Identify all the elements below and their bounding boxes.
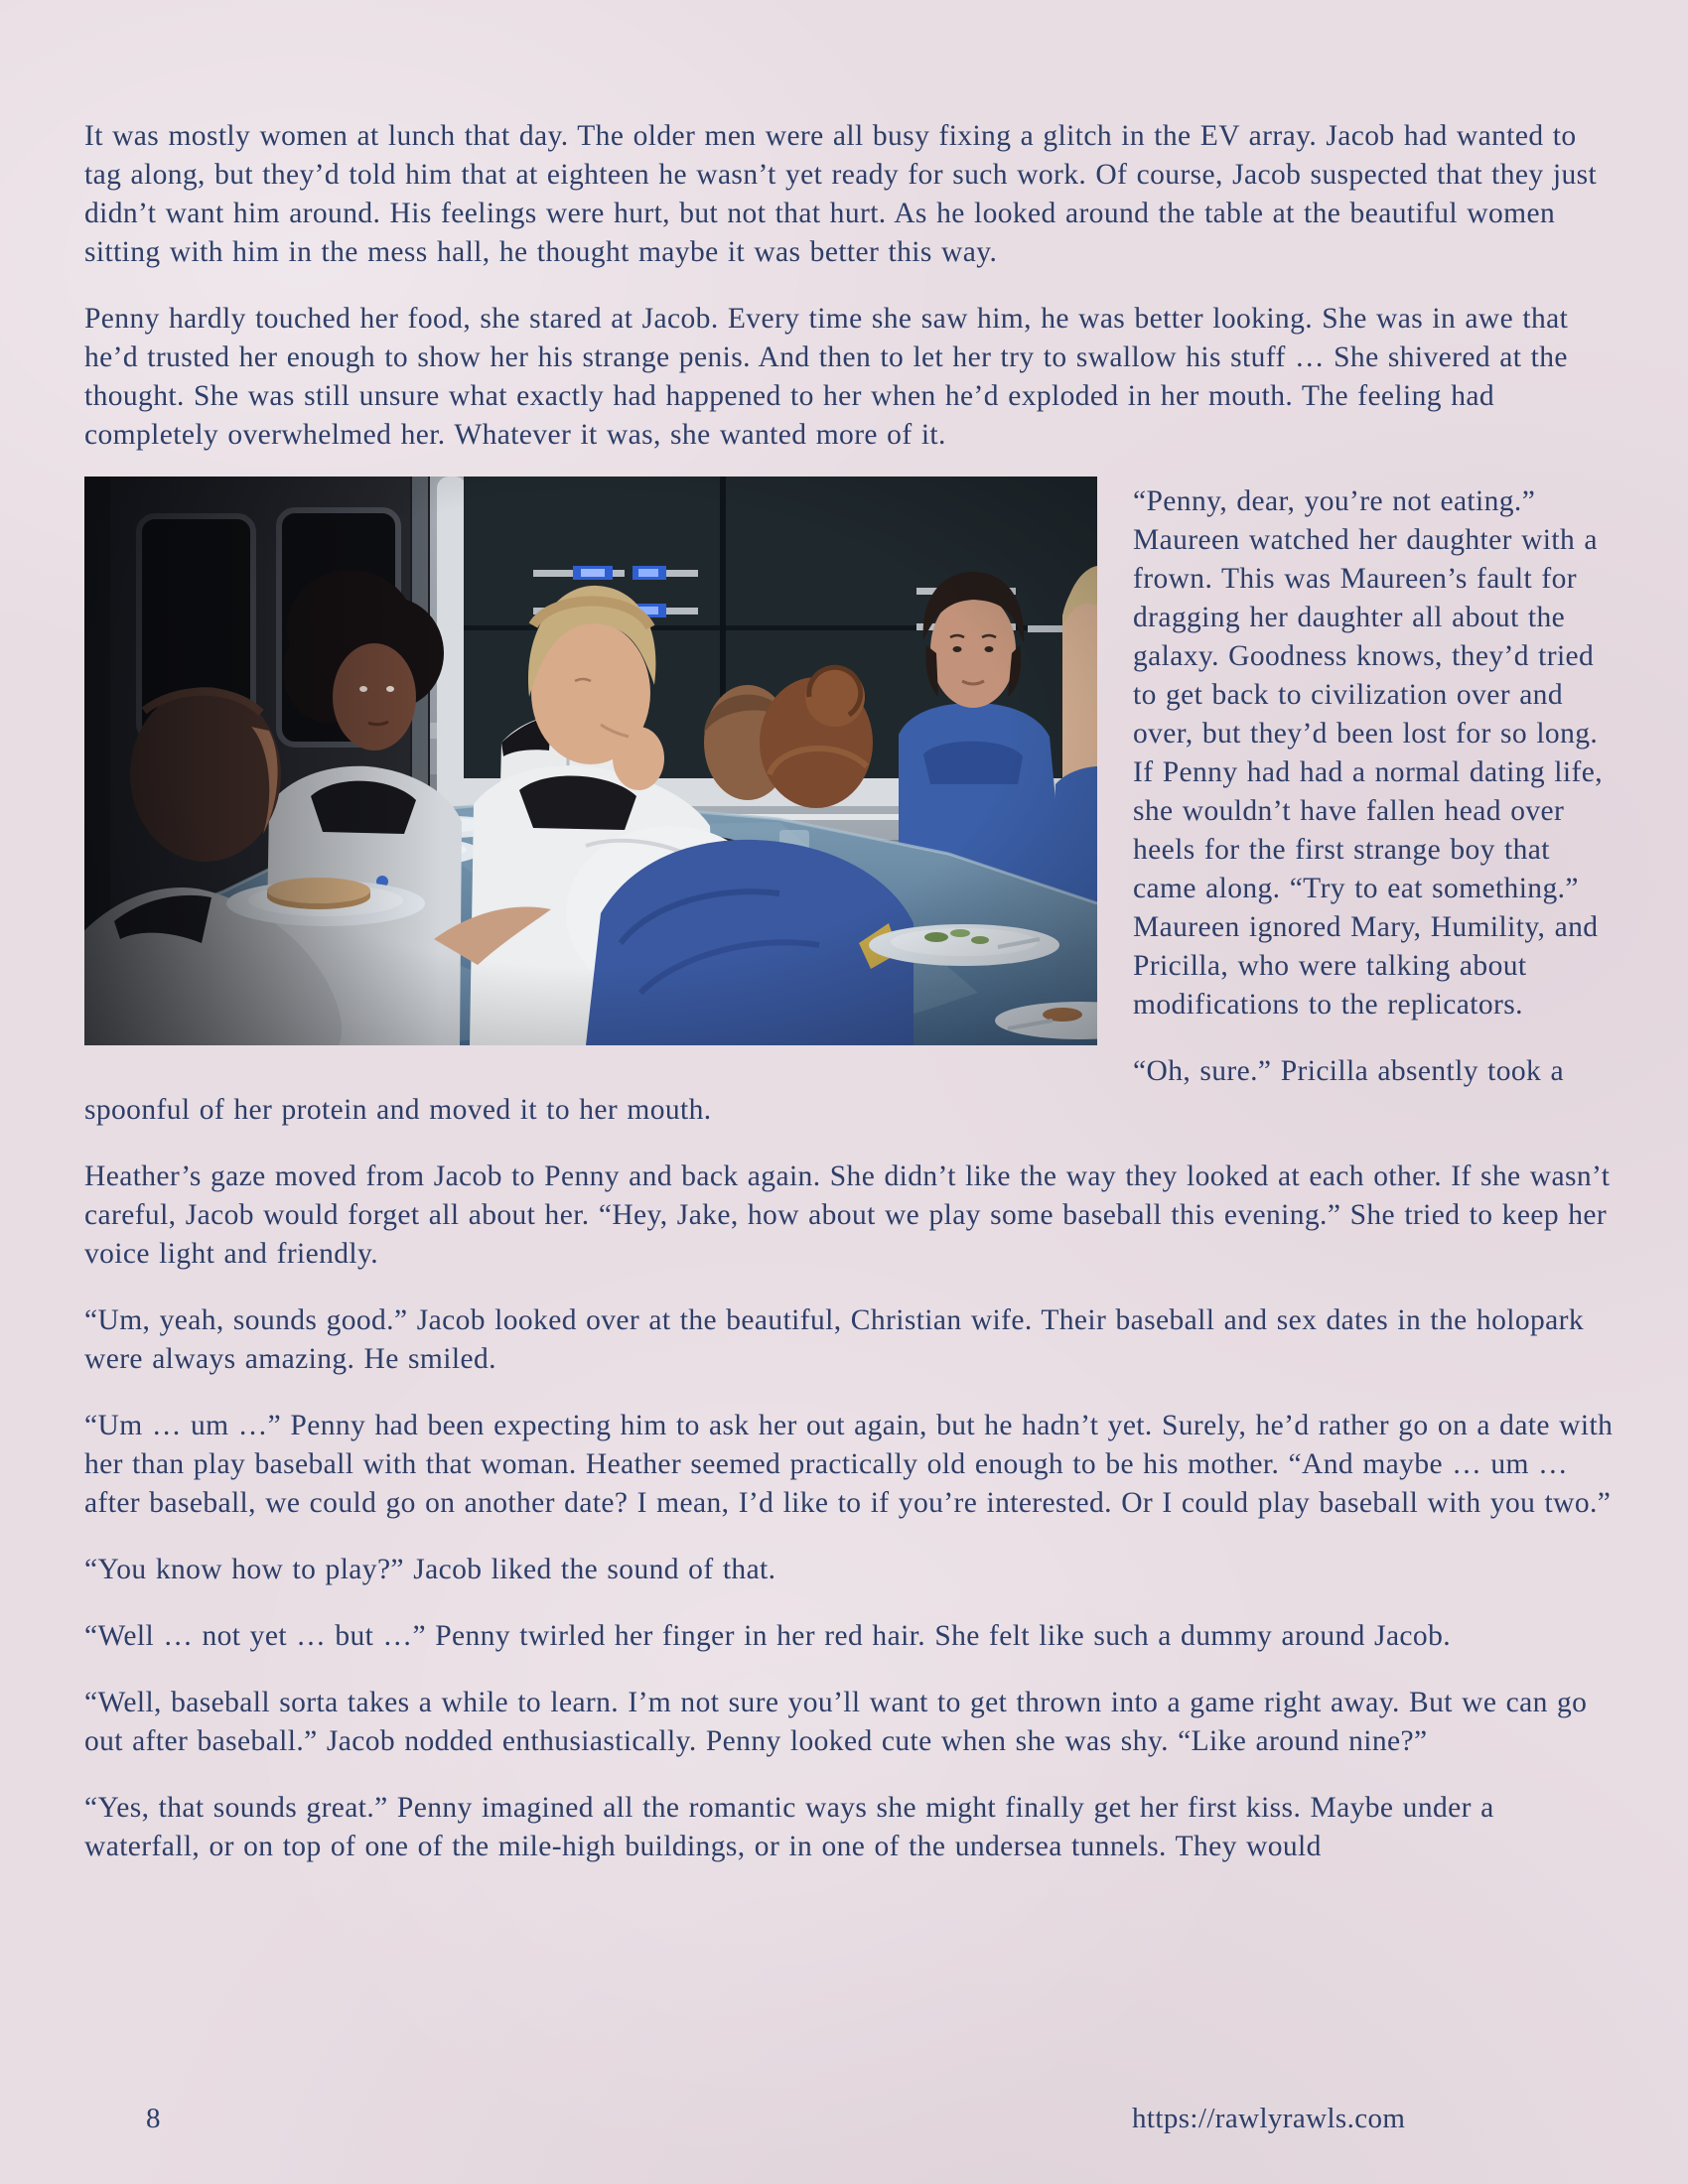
site-url-link[interactable]: https://rawlyrawls.com [1132, 2103, 1406, 2134]
story-paragraph: “Well … not yet … but …” Penny twirled her finger in her red hair. She felt like such a dummy around Jacob. [84, 1620, 1452, 1652]
story-paragraph: “Um … um …” Penny had been expecting him to ask her out again, but he hadn’t yet. Surely, he’d rather go on a date with her than play baseball with that woman. Heather seemed practically old enough to be his mother. “And maybe … um … after baseball, we could go on another date? I mean, I’d like to if you’re interested. Or I could play baseball with you two.” [84, 1410, 1614, 1519]
story-paragraph: It was mostly women at lunch that day. The older men were all busy fixing a glitch in the EV array. Jacob had wanted to tag along, but they’d told him that at eighteen he wasn’t yet ready for such work. Of course, Jacob suspected that they just didn’t want him around. His feelings were hurt, but not that hurt. As he looked around the table at the beautiful women sitting with him in the mess hall, he thought maybe it was better this way. [84, 120, 1598, 268]
story-paragraph: “Um, yeah, sounds good.” Jacob looked over at the beautiful, Christian wife. Their baseball and sex dates in the holopark were always amazing. He smiled. [84, 1304, 1584, 1375]
page-number: 8 [146, 2103, 161, 2134]
mess-hall-photo [84, 477, 1097, 1045]
story-paragraph: “Well, baseball sorta takes a while to learn. I’m not sure you’ll want to get thrown into a game right away. But we can go out after baseball.” Jacob nodded enthusiastically. Penny looked cute when she was shy. “Like around nine?” [84, 1687, 1588, 1757]
story-paragraph: “Oh, sure.” Pricilla absently took a spoonful of her protein and moved it to her mouth. [84, 1055, 1564, 1126]
story-paragraph: “Yes, that sounds great.” Penny imagined all the romantic ways she might finally get her first kiss. Maybe under a waterfall, or on top of one of the mile-high buildings, or in one of the undersea tunnels. They would [84, 1792, 1494, 1862]
story-paragraph-text: “Penny, dear, you’re not eating.” Maureen watched her daughter with a frown. This was Maureen’s fault for dragging her daughter all about the galaxy. Goodness knows, they’d tried to get back to civilization over and over, but they’d been lost for so long. If Penny had had a normal dating life, she wouldn’t have fallen head over heels for the first strange boy that came along. “Try to eat something.” Maureen ignored Mary, Humility, and Pricilla, who were talking about modifications to the replicators. [1133, 485, 1603, 1021]
mess-hall-photo-art [84, 477, 1097, 1045]
story-paragraph: Heather’s gaze moved from Jacob to Penny and back again. She didn’t like the way they looked at each other. If she wasn’t careful, Jacob would forget all about her. “Hey, Jake, how about we play some baseball this evening.” She tried to keep her voice light and friendly. [84, 1160, 1611, 1270]
story-paragraph: Penny hardly touched her food, she stared at Jacob. Every time she saw him, he was better looking. She was in awe that he’d trusted her enough to show her his strange penis. And then to let her try to swallow his stuff … She shivered at the thought. She was still unsure what exactly had happened to her when he’d exploded in her mouth. The feeling had completely overwhelmed her. Whatever it was, she wanted more of it. [84, 303, 1569, 451]
story-paragraph: “You know how to play?” Jacob liked the sound of that. [84, 1554, 776, 1585]
story-paragraph-with-photo [84, 482, 1618, 1024]
